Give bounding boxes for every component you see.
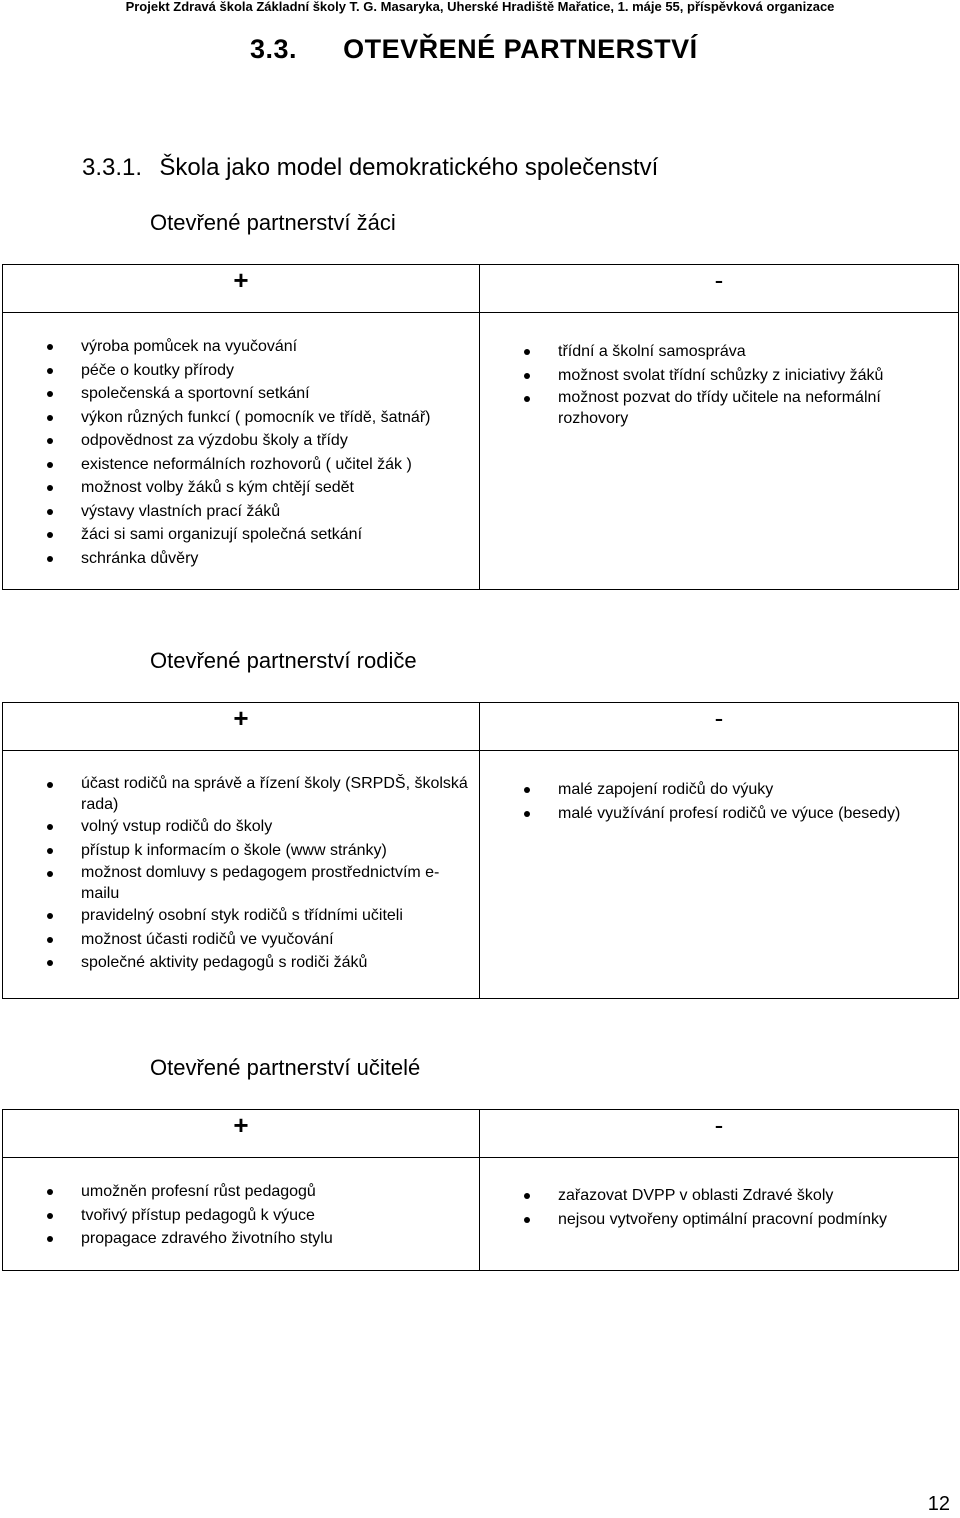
chapter-title: OTEVŘENÉ PARTNERSTVÍ [343,34,698,64]
list-item: malé využívání profesí rodičů ve výuce (besedy) [480,802,958,826]
list-item: propagace zdravého životního stylu [3,1227,479,1251]
table-rodice [2,702,959,999]
section-heading [82,154,658,182]
page-number: 12 [927,1493,950,1515]
list-item: zařazovat DVPP v oblasti Zdravé školy [480,1184,958,1208]
table-zaci [2,264,959,590]
list-item: možnost pozvat do třídy učitele na neformální rozhovory [480,387,958,429]
plus-header: + [3,703,480,751]
minus-list [480,778,958,825]
list-item: výstavy vlastních prací žáků [3,500,479,524]
minus-column [480,1158,959,1271]
list-item: možnost volby žáků s kým chtějí sedět [3,476,479,500]
list-item: přístup k informacím o škole (www stránky) [3,839,479,863]
minus-header: - [480,265,959,313]
document-header: Projekt Zdravá škola Základní školy T. G. Masaryka, Uherské Hradiště Mařatice, 1. máje 55, příspěvková organizace [125,0,835,14]
plus-header: + [3,265,480,313]
list-item: volný vstup rodičů do školy [3,815,479,839]
minus-header: - [480,703,959,751]
list-item: existence neformálních rozhovorů ( učitel žák ) [3,453,479,477]
part-title-ucitele: Otevřené partnerství učitelé [150,1055,421,1080]
list-item: schránka důvěry [3,547,479,571]
list-item: výkon různých funkcí ( pomocník ve třídě, šatnář) [3,406,479,430]
list-item: společné aktivity pedagogů s rodiči žáků [3,951,479,975]
plus-list [3,335,479,570]
minus-header: - [480,1110,959,1158]
list-item: možnost domluvy s pedagogem prostřednictvím e-mailu [3,862,479,904]
chapter-number: 3.3. [250,34,298,64]
minus-list [480,340,958,429]
list-item: odpovědnost za výzdobu školy a třídy [3,429,479,453]
minus-list [480,1184,958,1231]
list-item: možnost účasti rodičů ve vyučování [3,928,479,952]
list-item: nejsou vytvořeny optimální pracovní podmínky [480,1208,958,1232]
part-title-rodice: Otevřené partnerství rodiče [150,648,417,673]
plus-column [3,1158,480,1271]
list-item: výroba pomůcek na vyučování [3,335,479,359]
minus-column [480,313,959,590]
list-item: třídní a školní samospráva [480,340,958,364]
list-item: účast rodičů na správě a řízení školy (SRPDŠ, školská rada) [3,773,479,815]
part-title-zaci: Otevřené partnerství žáci [150,210,396,235]
section-number: 3.3.1. [82,154,143,181]
plus-column [3,751,480,999]
table-ucitele [2,1109,959,1271]
list-item: malé zapojení rodičů do výuky [480,778,958,802]
plus-list [3,773,479,975]
list-item: pravidelný osobní styk rodičů s třídními učiteli [3,904,479,928]
list-item: společenská a sportovní setkání [3,382,479,406]
list-item: žáci si sami organizují společná setkání [3,523,479,547]
chapter-heading [250,34,698,65]
list-item: umožněn profesní růst pedagogů [3,1180,479,1204]
minus-column [480,751,959,999]
plus-header: + [3,1110,480,1158]
section-title: Škola jako model demokratického společenství [159,154,659,181]
plus-column [3,313,480,590]
list-item: možnost svolat třídní schůzky z iniciativy žáků [480,364,958,388]
plus-list [3,1180,479,1251]
list-item: péče o koutky přírody [3,359,479,383]
list-item: tvořivý přístup pedagogů k výuce [3,1204,479,1228]
